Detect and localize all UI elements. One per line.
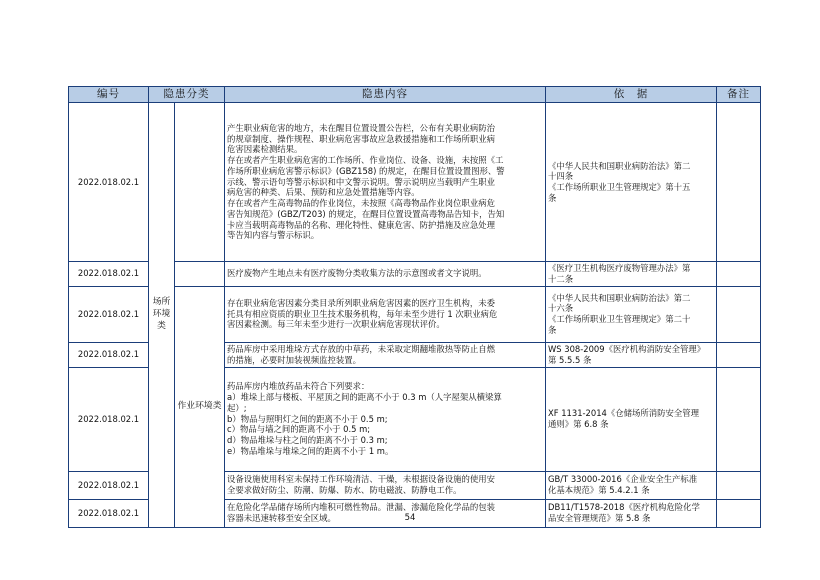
text-line: 等告知内容与警示标识。	[227, 230, 320, 241]
text-line: e）物品堆垛与堆垛之间的距离不小于 1 m。	[227, 445, 394, 456]
col-header-content: 隐患内容	[225, 87, 546, 103]
text-line: d）物品堆垛与柱之间的距离不小于 0.3 m;	[227, 435, 388, 446]
hazard-note	[717, 367, 761, 471]
text-line: 卡应当载明高毒物品的名称、理化特性、健康危害、防护措施及应急处理	[227, 219, 495, 230]
text-line: 通则》第 6.8 条	[548, 419, 609, 429]
hazard-note	[717, 342, 761, 367]
text-line: 起）;	[227, 402, 247, 413]
text-line: 十四条	[548, 171, 574, 182]
text-line: 害告知规范》(GBZ/T203) 的规定，在醒目位置设置高毒物品告知卡，告知	[227, 208, 505, 219]
text-line: 十二条	[548, 273, 574, 284]
text-line: 环境	[152, 308, 171, 319]
hazard-basis	[546, 286, 717, 342]
text-line: 药品库房内堆放药品未符合下列要求：	[227, 381, 370, 392]
text-line: 条	[548, 324, 557, 335]
hazard-basis	[546, 367, 717, 471]
col-header-note: 备注	[717, 87, 761, 103]
hazard-table	[68, 86, 761, 528]
text-line: c）物品与墙之间的距离不小于 0.5 m;	[227, 424, 371, 435]
text-line: 存在或者产生高毒物品的作业岗位，未按照《高毒物品作业岗位职业病危	[227, 198, 495, 209]
category-sub	[175, 286, 225, 527]
hazard-content	[225, 103, 546, 262]
hazard-content	[225, 342, 546, 367]
text-line: 存在或者产生职业病危害的工作场所、作业岗位、设备、设施，未按照《工	[227, 155, 504, 166]
text-line: GB/T 33000-2016《企业安全生产标准	[548, 474, 698, 485]
text-line: 医疗废物产生地点未有医疗废物分类收集方法的示意图或者文字说明。	[227, 268, 487, 279]
hazard-note	[717, 286, 761, 342]
hazard-basis	[546, 342, 717, 367]
text-line: 品安全管理规范》第 5.8 条	[548, 513, 651, 523]
text-line: 示线、警示语句等警示标识和中文警示说明。警示说明应当载明产生职业	[227, 176, 495, 187]
text-line: 病危害的种类、后果、预防和应急处置措施等内容。	[227, 187, 420, 198]
hazard-basis	[546, 262, 717, 287]
category-sub-blank-1	[175, 103, 225, 262]
page-number: 54	[404, 513, 416, 523]
table-header-row	[69, 87, 761, 103]
hazard-content	[225, 471, 546, 499]
text-line: XF 1131-2014《仓储场所消防安全管理	[548, 408, 699, 419]
hazard-id: 2022.018.02.1	[69, 367, 149, 471]
hazard-note	[717, 262, 761, 287]
text-line: a）堆垛上部与楼板、平屋顶之间的距离不小于 0.3 m（人字屋架从横梁算	[227, 392, 502, 403]
text-line: 类	[157, 320, 166, 331]
hazard-content	[225, 286, 546, 342]
table-row	[69, 103, 761, 262]
col-header-class: 隐患分类	[149, 87, 225, 103]
col-header-id: 编号	[69, 87, 149, 103]
category-sub-blank-2	[175, 262, 225, 287]
text-line: DB11/T1578-2018《医疗机构危险化学	[548, 502, 700, 513]
hazard-id: 2022.018.02.1	[69, 262, 149, 287]
text-line: 危害因素检测结果。	[227, 144, 303, 155]
text-line: 条	[548, 192, 557, 203]
hazard-basis	[546, 471, 717, 499]
text-line: 产生职业病危害的地方，未在醒目位置设置公告栏，公布有关职业病防治	[227, 122, 495, 133]
hazard-note	[717, 471, 761, 499]
text-line: 化基本规范》第 5.4.2.1 条	[548, 485, 650, 495]
text-line: 《中华人民共和国职业病防治法》第二	[548, 292, 691, 303]
text-line: 《医疗卫生机构医疗废物管理办法》第	[548, 263, 691, 273]
hazard-note	[717, 103, 761, 262]
text-line: 设备设施使用科室未保持工作环境清洁、干燥，未根据设备设施的使用安	[227, 474, 495, 485]
hazard-content	[225, 367, 546, 471]
hazard-content	[225, 262, 546, 287]
hazard-id: 2022.018.02.1	[69, 103, 149, 262]
text-line: 托具有相应资质的职业卫生技术服务机构，每年未至少进行 1 次职业病危	[227, 308, 498, 319]
text-line: 十六条	[548, 303, 574, 314]
text-line: WS 308-2009《医疗机构消防安全管理》	[548, 343, 706, 354]
hazard-id: 2022.018.02.1	[69, 499, 149, 527]
text-line: 害因素检测。每三年未至少进行一次职业病危害现状评价。	[227, 319, 445, 330]
text-line: 境类	[203, 400, 222, 411]
text-line: 第 5.5.5 条	[548, 354, 592, 365]
hazard-id: 2022.018.02.1	[69, 286, 149, 342]
text-line: 在危险化学品储存场所内堆积可燃性物品。泄漏、渗漏危险化学品的包装	[227, 502, 495, 513]
hazard-basis	[546, 103, 717, 262]
text-line: 作业环	[177, 400, 204, 411]
category-main	[149, 103, 175, 528]
text-line: 作场所职业病危害警示标识》(GBZ158) 的规定，在醒目位置设置图形、警	[227, 165, 505, 176]
text-line: b）物品与照明灯之间的距离不小于 0.5 m;	[227, 413, 388, 424]
text-line: 《中华人民共和国职业病防治法》第二	[548, 160, 691, 171]
text-line: 《工作场所职业卫生管理规定》第十五	[548, 182, 691, 192]
hazard-id: 2022.018.02.1	[69, 471, 149, 499]
text-line: 《工作场所职业卫生管理规定》第二十	[548, 314, 691, 324]
text-line: 场所	[152, 296, 171, 307]
text-line: 全要求做好防尘、防潮、防爆、防水、防电磁波、防静电工作。	[227, 485, 462, 495]
col-header-basis: 依 据	[546, 87, 717, 103]
text-line: 存在职业病危害因素分类目录所列职业病危害因素的医疗卫生机构，未委	[227, 297, 495, 308]
text-line: 的规章制度、操作规程、职业病危害事故应急救援措施和工作场所职业病	[227, 133, 495, 144]
text-line: 的措施，必要时加装视频监控装置。	[227, 354, 361, 365]
text-line: 药品库房中采用堆垛方式存放的中草药，未采取定期翻堆散热等防止自燃	[227, 343, 495, 354]
hazard-id: 2022.018.02.1	[69, 342, 149, 367]
text-line: 容器未迅速转移至安全区域。	[227, 513, 336, 523]
